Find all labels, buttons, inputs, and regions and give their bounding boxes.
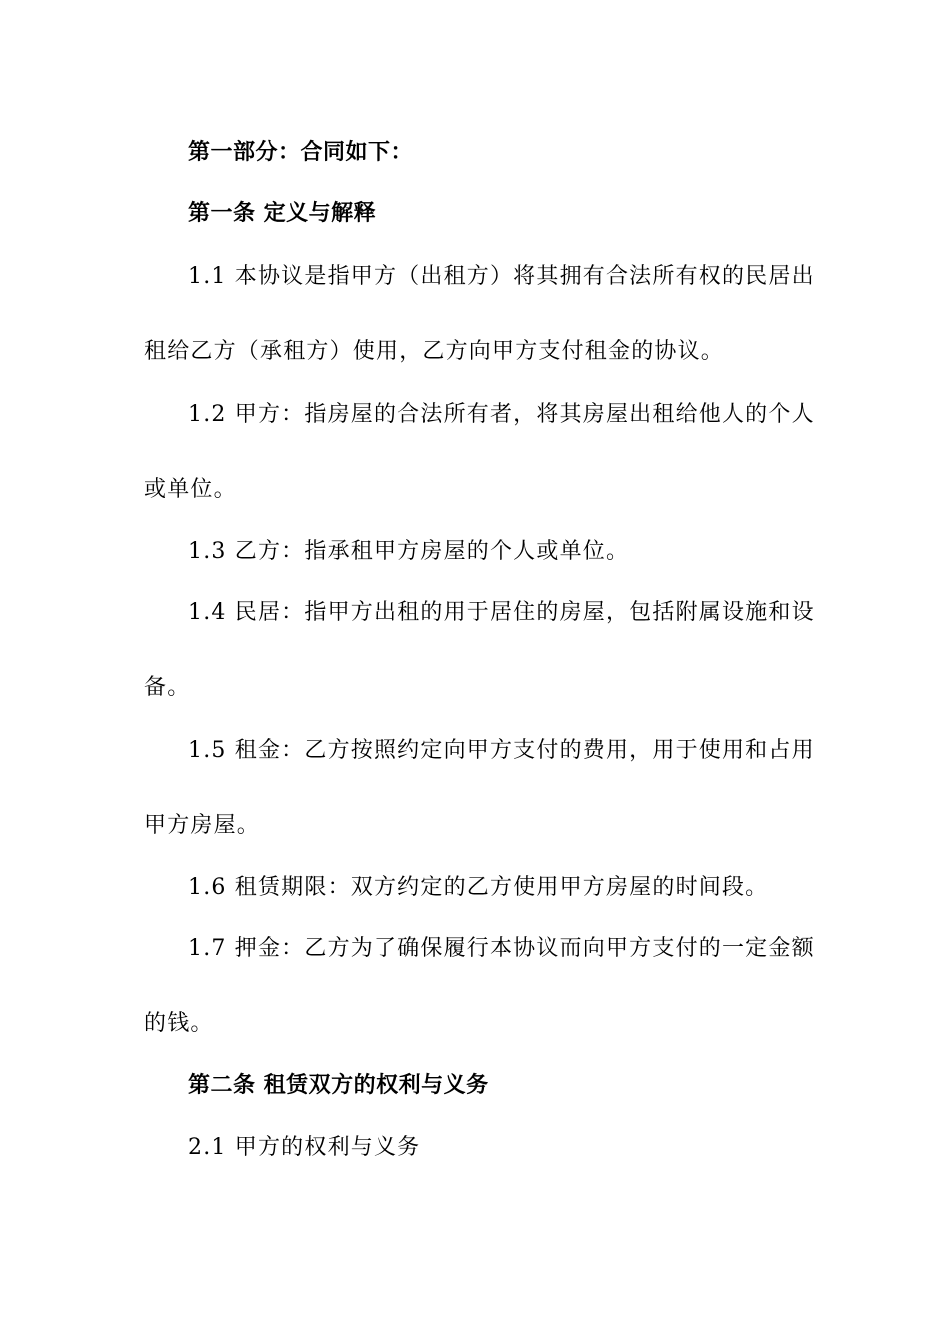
clause-1-1-line-1: 1.1 本协议是指甲方（出租方）将其拥有合法所有权的民居出 <box>188 264 815 289</box>
clause-1-1-line-2: 租给乙方（承租方）使用，乙方向甲方支付租金的协议。 <box>144 339 725 364</box>
clause-1-3-line-1: 1.3 乙方：指承租甲方房屋的个人或单位。 <box>188 539 630 564</box>
clause-1-4-line-2: 备。 <box>144 675 191 700</box>
clause-1-6-line-1: 1.6 租赁期限：双方约定的乙方使用甲方房屋的时间段。 <box>188 875 769 900</box>
article-1-heading: 第一条 定义与解释 <box>188 201 377 226</box>
clause-1-7-line-1: 1.7 押金：乙方为了确保履行本协议而向甲方支付的一定金额 <box>188 936 815 961</box>
clause-1-4-line-1: 1.4 民居：指甲方出租的用于居住的房屋，包括附属设施和设 <box>188 600 815 625</box>
clause-1-7-line-2: 的钱。 <box>144 1011 214 1036</box>
clause-1-5-line-1: 1.5 租金：乙方按照约定向甲方支付的费用，用于使用和占用 <box>188 738 815 763</box>
clause-2-1-line-1: 2.1 甲方的权利与义务 <box>188 1135 421 1160</box>
article-2-heading: 第二条 租赁双方的权利与义务 <box>188 1073 489 1098</box>
clause-1-2-line-2: 或单位。 <box>144 477 237 502</box>
part-heading: 第一部分：合同如下： <box>188 140 414 165</box>
clause-1-2-line-1: 1.2 甲方：指房屋的合法所有者，将其房屋出租给他人的个人 <box>188 402 815 427</box>
clause-1-5-line-2: 甲方房屋。 <box>144 813 261 838</box>
